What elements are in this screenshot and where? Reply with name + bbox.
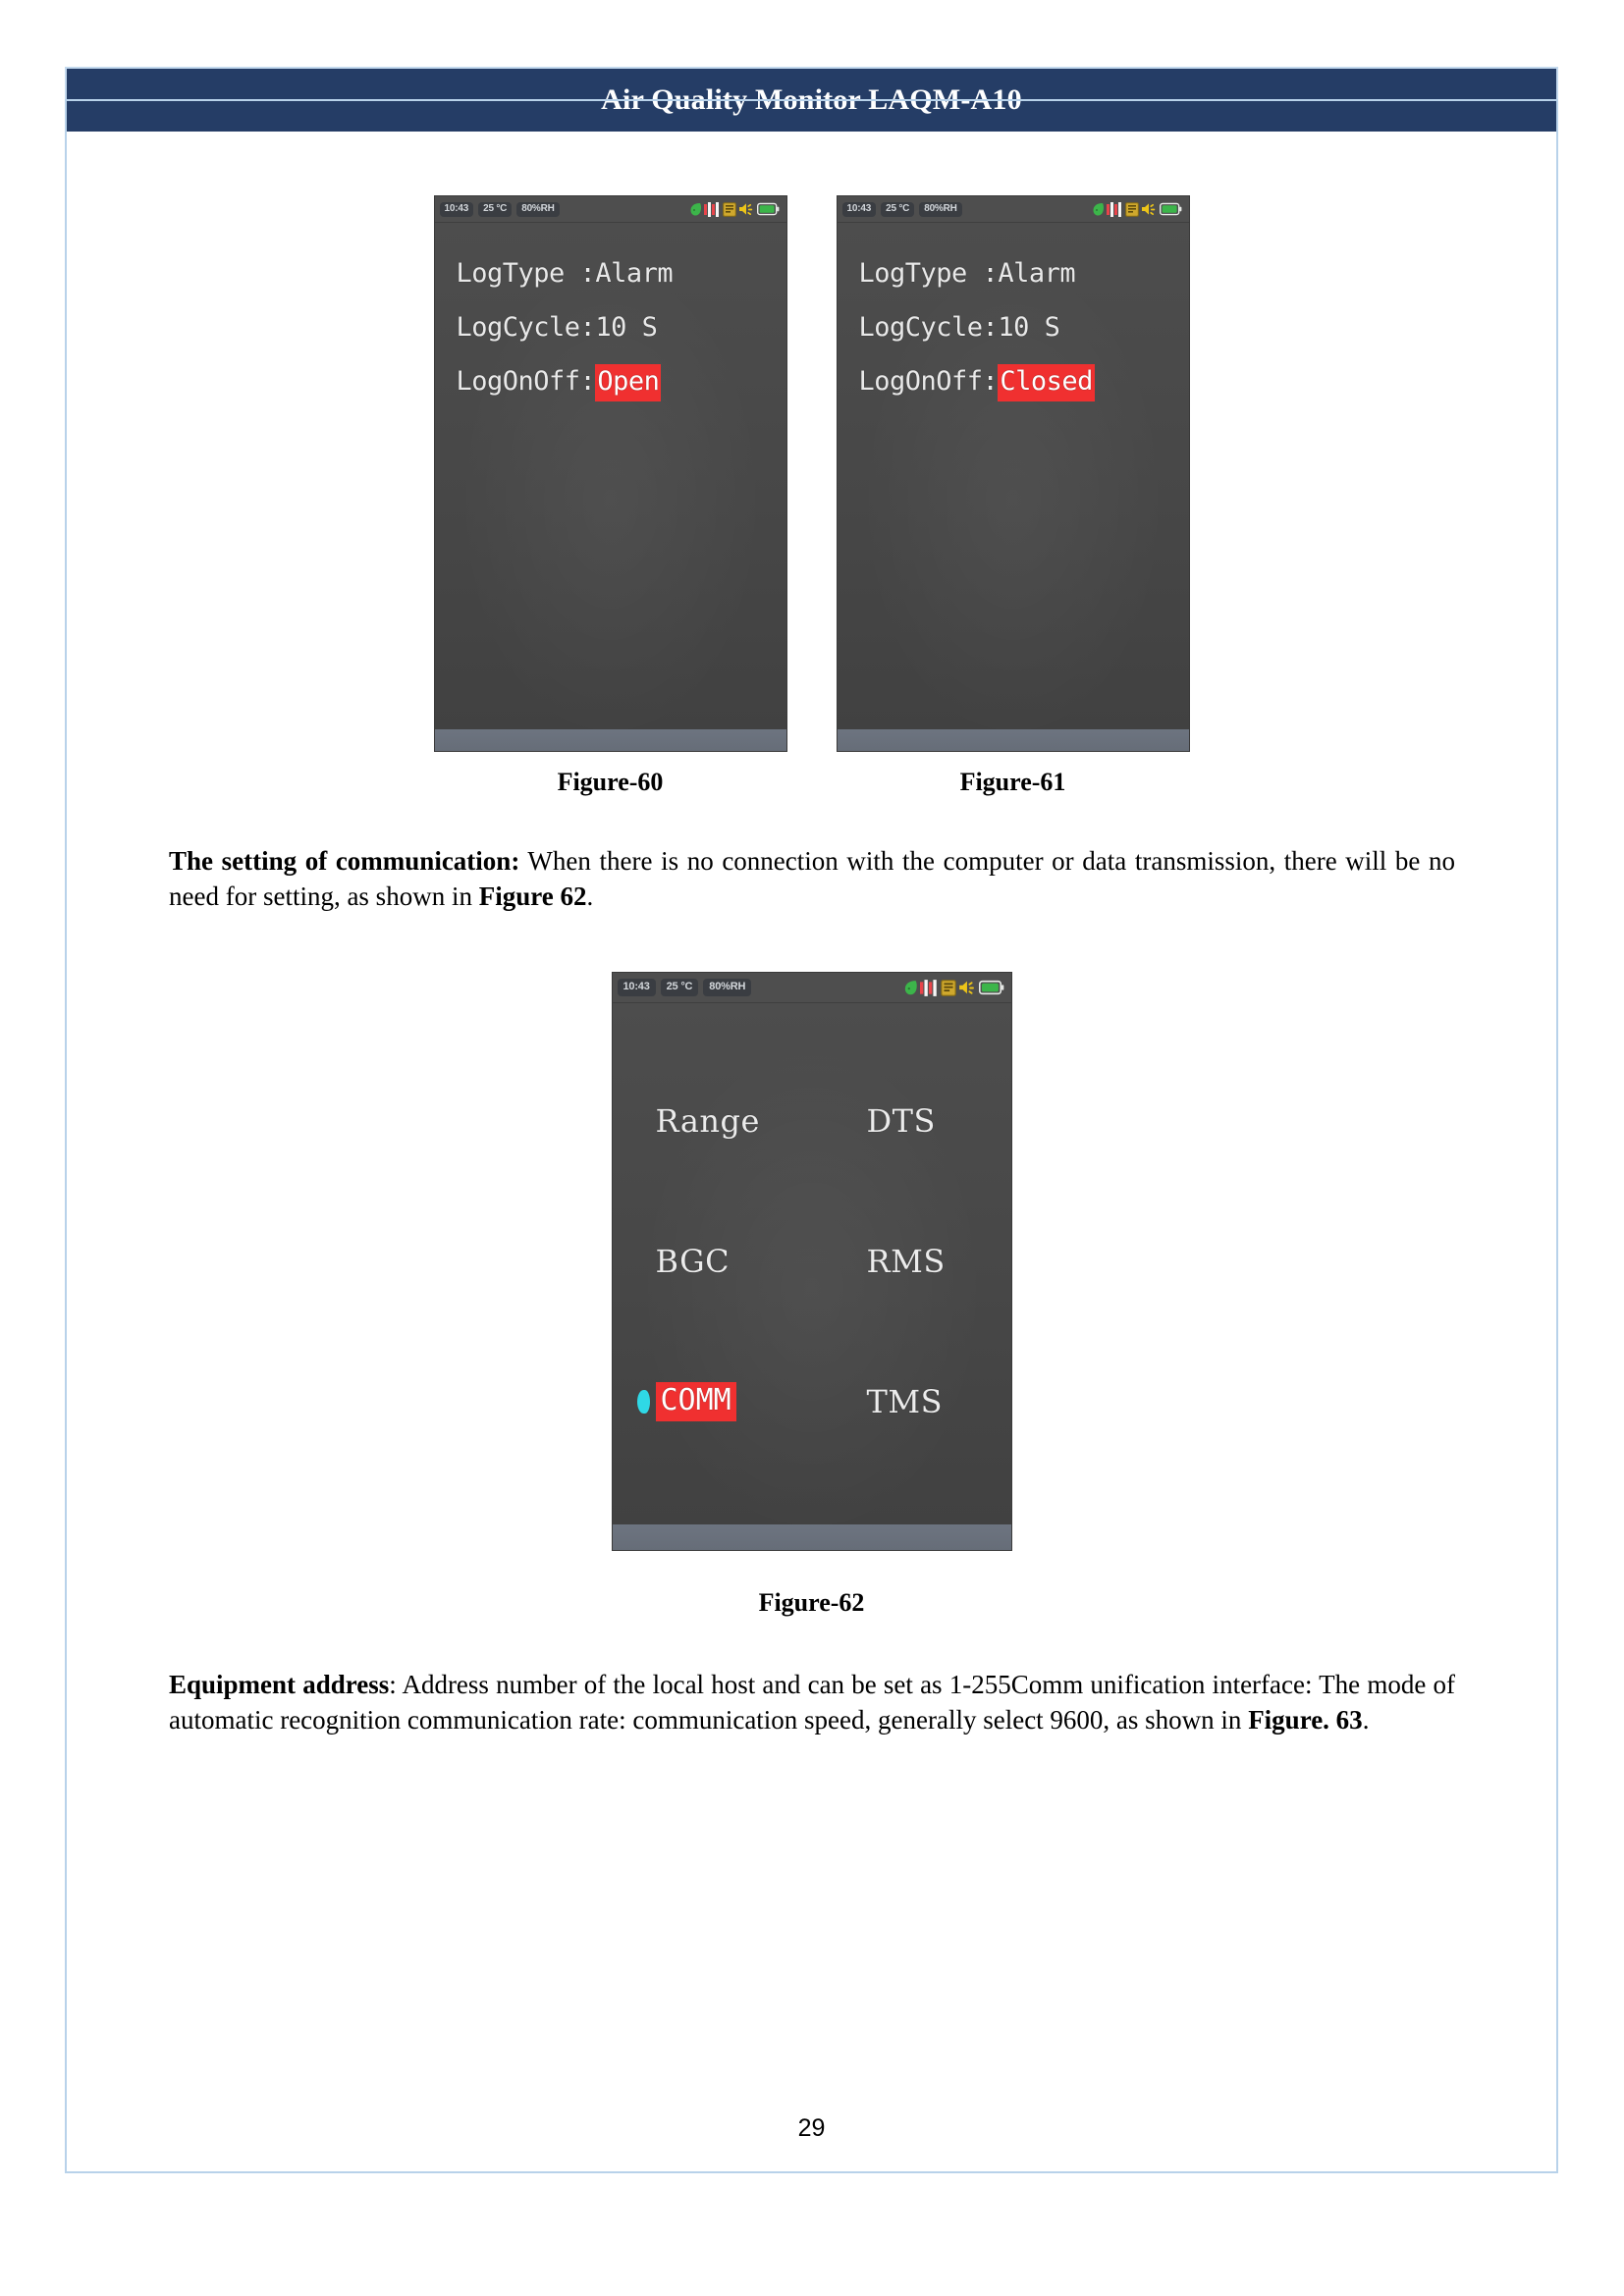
settings-menu-grid — [613, 1003, 1011, 1524]
paragraph-2-figure-ref: Figure. 63 — [1248, 1704, 1363, 1735]
paragraph-equipment-address — [169, 1668, 1455, 1737]
log-value-type: Alarm — [998, 258, 1076, 289]
menu-item-label: COMM — [656, 1382, 736, 1421]
page-number: 29 — [797, 2114, 826, 2142]
status-time: 10:43 — [440, 202, 474, 217]
log-line-cycle — [435, 312, 786, 343]
status-icon-group — [689, 202, 782, 217]
log-label-type: LogType : — [858, 258, 999, 289]
status-temperature: 25 °C — [881, 202, 914, 217]
log-line-cycle — [838, 312, 1189, 343]
device-status-bar — [613, 973, 1011, 1003]
device-status-bar — [838, 196, 1189, 223]
menu-item-label: Range — [655, 1101, 760, 1140]
selection-cursor-icon — [637, 1390, 650, 1414]
paragraph-1-body: When there is no connection with the computer or data transmission, there will be no need for setting, as shown in — [169, 846, 1455, 911]
document-icon — [941, 980, 956, 996]
page-title: Air Quality Monitor LAQM-A10 — [601, 83, 1022, 116]
leaf-icon — [1092, 202, 1105, 217]
device-screenshot-figure-61 — [838, 196, 1189, 751]
status-humidity: 80%RH — [703, 979, 751, 996]
log-label-onoff: LogOnOff: — [858, 366, 999, 397]
device-screen-footer-bar — [435, 729, 786, 751]
signal-bars-icon — [704, 202, 721, 217]
device-status-bar — [435, 196, 786, 223]
log-line-type — [838, 258, 1189, 289]
device-screen-footer-bar — [838, 729, 1189, 751]
figure-61-caption: Figure-61 — [959, 768, 1066, 796]
paragraph-2-tail: . — [1362, 1704, 1370, 1735]
battery-icon — [1160, 202, 1182, 216]
paragraph-1-figure-ref: Figure 62 — [478, 881, 587, 911]
menu-item-tms[interactable] — [812, 1383, 998, 1420]
paragraph-2-lead: Equipment address — [169, 1670, 390, 1699]
status-temperature: 25 °C — [661, 979, 699, 996]
figure-60-caption: Figure-60 — [557, 768, 664, 796]
paragraph-2-body: : Address number of the local host and can be set as 1-255Comm unification interface: The mode of automatic recognition communication rate: communication speed, generally select 9600, as shown in — [169, 1670, 1455, 1735]
status-humidity: 80%RH — [516, 202, 559, 217]
log-value-onoff-selected[interactable]: Open — [595, 364, 661, 401]
device-screen-footer-bar — [613, 1524, 1011, 1550]
status-icon-group — [903, 980, 1006, 996]
menu-item-label: BGC — [655, 1242, 731, 1280]
figure-62-screen-wrap — [67, 973, 1556, 1550]
menu-item-range[interactable] — [626, 1102, 812, 1140]
leaf-icon — [689, 202, 702, 217]
page-content — [67, 132, 1556, 2171]
document-icon — [1125, 202, 1139, 217]
log-label-cycle: LogCycle: — [858, 312, 999, 343]
log-label-onoff: LogOnOff: — [456, 366, 596, 397]
log-line-onoff — [435, 366, 786, 397]
log-value-cycle: 10 S — [998, 312, 1060, 343]
log-label-type: LogType : — [456, 258, 596, 289]
device-screen-body — [613, 1003, 1011, 1524]
log-line-onoff — [838, 366, 1189, 397]
menu-item-label: TMS — [866, 1382, 944, 1420]
paragraph-setting-of-communication — [169, 844, 1455, 914]
menu-item-label: DTS — [866, 1101, 936, 1140]
menu-item-bgc[interactable] — [626, 1243, 812, 1280]
paragraph-1-tail: . — [586, 881, 594, 911]
device-screenshot-figure-62 — [613, 973, 1011, 1550]
log-value-onoff-selected[interactable]: Closed — [998, 364, 1095, 401]
battery-icon — [979, 980, 1004, 995]
page-header-band — [65, 67, 1558, 132]
log-value-cycle: 10 S — [595, 312, 658, 343]
status-icon-group — [1092, 202, 1184, 217]
menu-item-rms[interactable] — [812, 1243, 998, 1280]
paragraph-1-lead: The setting of communication: — [169, 846, 520, 876]
status-humidity: 80%RH — [919, 202, 961, 217]
status-time: 10:43 — [618, 979, 656, 996]
device-screenshot-figure-60 — [435, 196, 786, 751]
menu-item-comm[interactable] — [626, 1382, 812, 1421]
device-screen-body — [838, 223, 1189, 729]
battery-icon — [757, 202, 780, 216]
menu-item-dts[interactable] — [812, 1102, 998, 1140]
status-time: 10:43 — [842, 202, 877, 217]
figure-62-caption: Figure-62 — [758, 1588, 865, 1617]
device-screen-body — [435, 223, 786, 729]
menu-item-label: RMS — [866, 1242, 946, 1280]
figure-caption-row — [67, 768, 1556, 797]
status-temperature: 25 °C — [478, 202, 512, 217]
speaker-icon — [1141, 202, 1158, 217]
speaker-icon — [738, 202, 755, 217]
leaf-icon — [903, 980, 918, 996]
signal-bars-icon — [1107, 202, 1123, 217]
log-label-cycle: LogCycle: — [456, 312, 596, 343]
signal-bars-icon — [920, 980, 939, 996]
log-value-type: Alarm — [595, 258, 674, 289]
figure-60-61-screens — [67, 196, 1556, 751]
document-icon — [723, 202, 736, 217]
speaker-icon — [958, 980, 977, 996]
log-line-type — [435, 258, 786, 289]
